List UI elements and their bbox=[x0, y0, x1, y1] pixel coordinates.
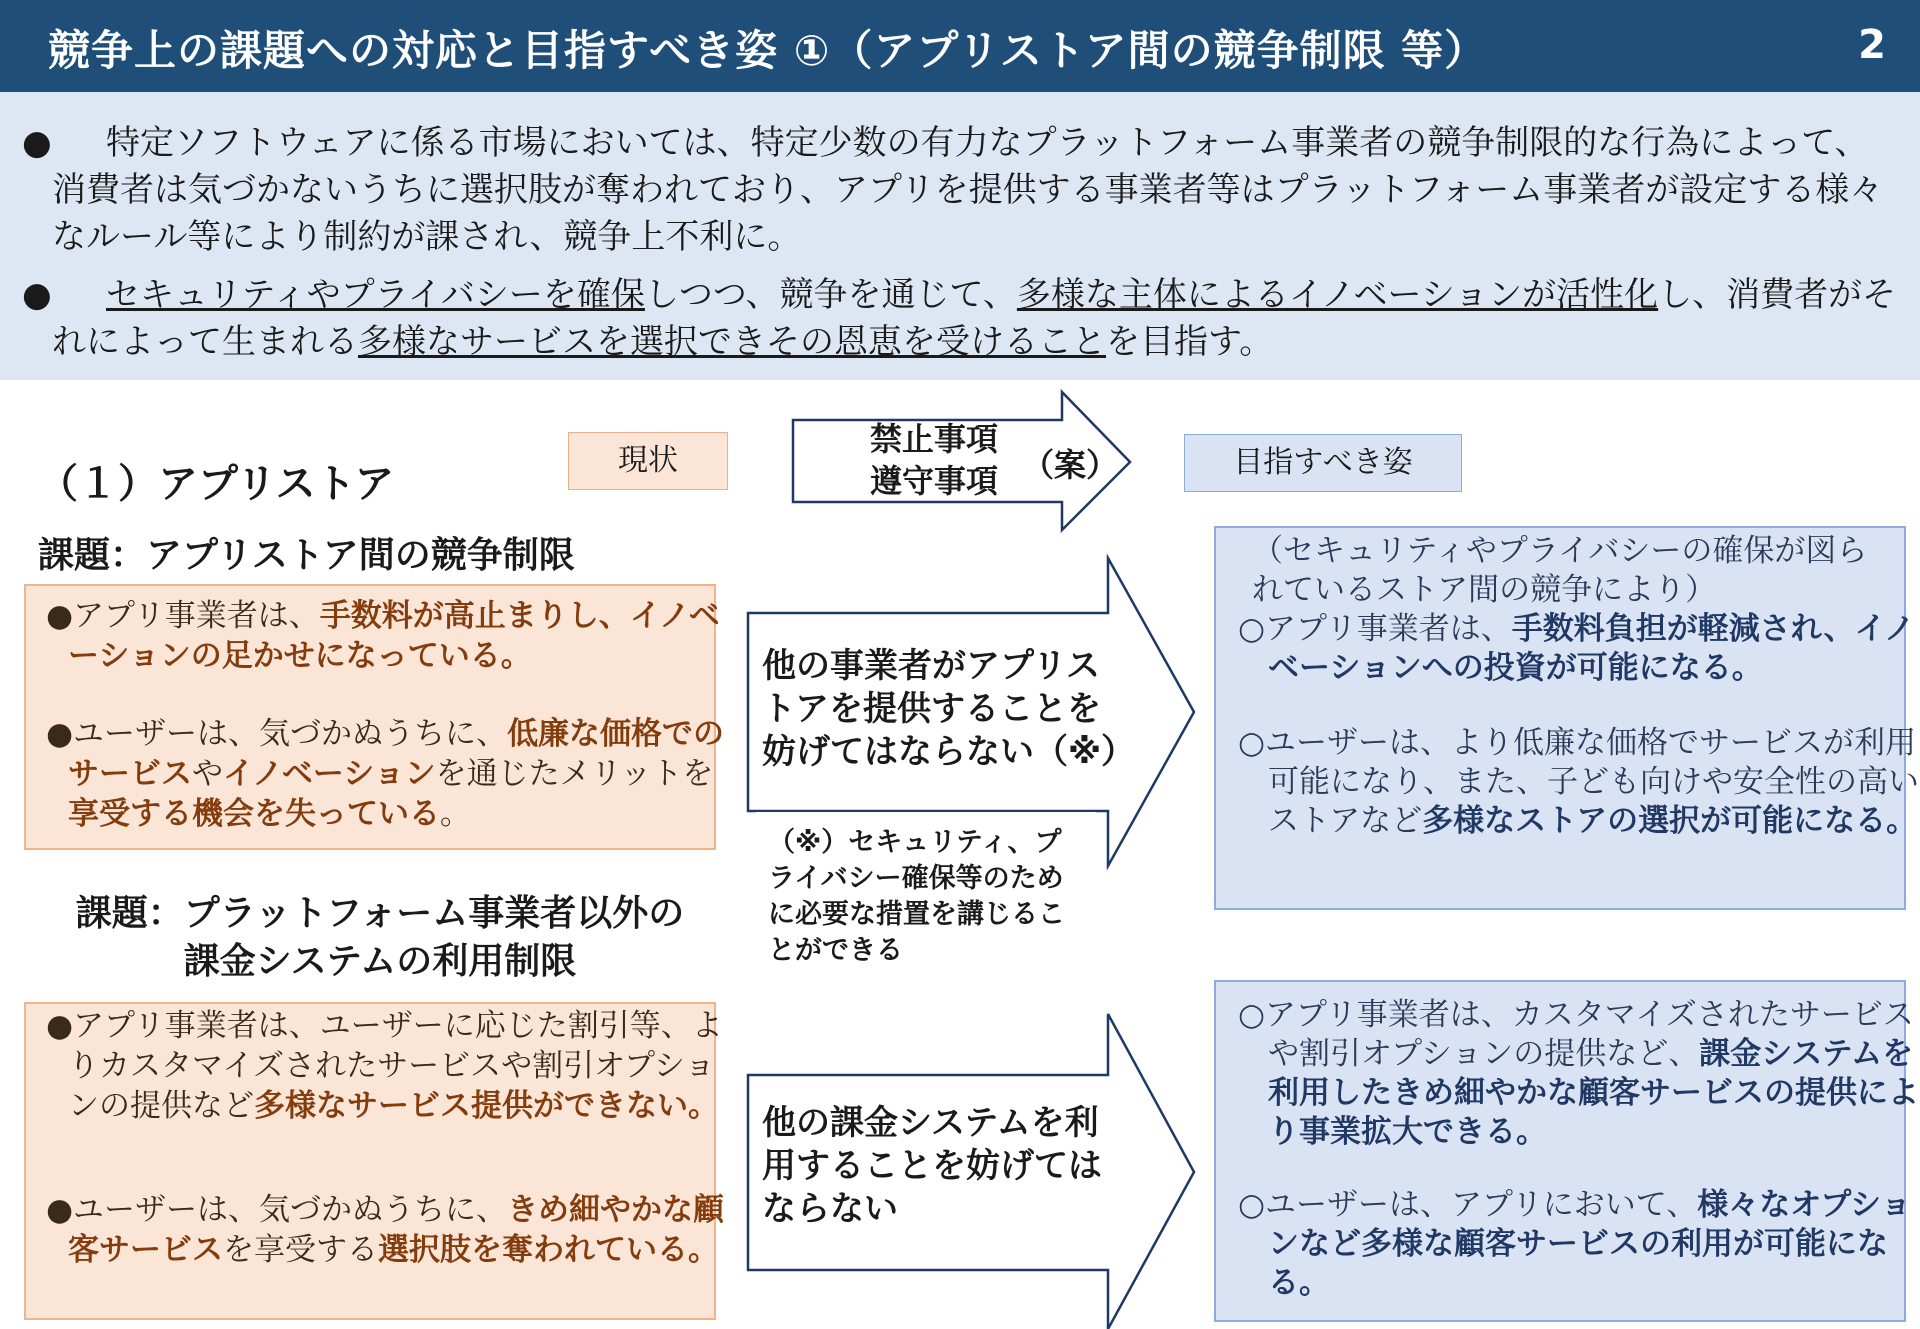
arrow-2-label: 他の課金システムを利用することを妨げてはならない bbox=[762, 1103, 1102, 1229]
highlight-text: 選択肢を奪われている。 bbox=[378, 1232, 719, 1268]
issue-2-heading-line2: 課金システムの利用制限 bbox=[183, 941, 577, 982]
plain-text: ○ユーザーは、アプリにおいて、 bbox=[1238, 1187, 1698, 1223]
arrow-note: （※）セキュリティ、プライバシー確保等のために必要な措置を講じることができる bbox=[768, 827, 1065, 966]
tag-current: 現状 bbox=[568, 432, 728, 490]
plain-text: を目指す。 bbox=[1106, 322, 1274, 362]
arrow-1-label: 他の事業者がアプリストアを提供することを妨げてはならない（※） bbox=[762, 646, 1136, 772]
plain-text: し、消費者がそれによって生まれる bbox=[52, 275, 1897, 362]
plain-text: ○アプリ事業者は、 bbox=[1238, 611, 1512, 647]
issue-2-item bbox=[46, 1190, 728, 1270]
issue-2-box bbox=[24, 1002, 725, 1320]
goal-1-box bbox=[1214, 526, 1919, 910]
plain-text: や bbox=[192, 756, 223, 792]
section-title: （１）アプリストア bbox=[38, 461, 395, 507]
plain-text: を通じたメリットを bbox=[435, 756, 714, 792]
underlined-text: セキュリティやプライバシーを確保 bbox=[106, 275, 645, 315]
issue-1-box bbox=[24, 584, 725, 850]
goal-1-intro: （セキュリティやプライバシーの確保が図られているストア間の競争により） bbox=[1252, 533, 1868, 608]
underlined-text: 多様な主体によるイノベーションが活性化 bbox=[1016, 275, 1659, 315]
highlight-text: 課金システムを利用したきめ細やかな顧客サービスの提供により事業拡大できる。 bbox=[1268, 1036, 1919, 1150]
top-arrow-suffix: （案） bbox=[1022, 446, 1119, 484]
issue-1-item bbox=[46, 714, 728, 834]
plain-text: を享受する bbox=[223, 1232, 378, 1268]
intro-bullet-text: 特定ソフトウェアに係る市場においては、特定少数の有力なプラットフォーム事業者の競争制限的な行為によって、消費者は気づかないうちに選択肢が奪われており、アプリを提供する事業者等はプラットフォーム事業者が設定する様々なルール等により制約が課され、競争上不利に。 bbox=[52, 123, 1884, 257]
plain-text: ●アプリ事業者は、ユーザーに応じた割引等、よりカスタマイズされたサービスや割引オプションの提供など bbox=[46, 1008, 723, 1124]
page-title: 競争上の課題への対応と目指すべき姿 ①（アプリストア間の競争制限 等） bbox=[48, 26, 1488, 75]
issue-2-heading bbox=[40, 890, 720, 986]
goal-2-item bbox=[1238, 996, 1920, 1152]
highlight-text: 多様なストアの選択が可能になる。 bbox=[1422, 803, 1918, 839]
plain-text: ●ユーザーは、気づかぬうちに、 bbox=[46, 716, 508, 752]
issue-1-heading: 課題：アプリストア間の競争制限 bbox=[38, 535, 575, 576]
bullet-icon: ● bbox=[22, 123, 52, 163]
issue-1-item bbox=[46, 596, 728, 676]
goal-2-box bbox=[1214, 980, 1919, 1322]
plain-text: ○アプリ事業者は、カスタマイズされたサービスや割引オプションの提供など、 bbox=[1238, 997, 1914, 1072]
issue-2-heading-line1: 課題：プラットフォーム事業者以外の bbox=[75, 893, 685, 934]
goal-1-item bbox=[1238, 724, 1920, 841]
tag-goal: 目指すべき姿 bbox=[1184, 434, 1462, 492]
issue-2-item bbox=[46, 1006, 728, 1126]
plain-text: しつつ、競争を通じて、 bbox=[644, 275, 1017, 315]
highlight-text: 多様なサービス提供ができない。 bbox=[254, 1088, 719, 1124]
bullet-icon: ● bbox=[22, 275, 52, 315]
page-number: 2 bbox=[1858, 22, 1886, 68]
goal-2-item bbox=[1238, 1186, 1920, 1303]
highlight-text: 手数料負担が軽減され、イノベーションへの投資が可能になる。 bbox=[1268, 611, 1915, 686]
top-arrow-label bbox=[870, 418, 998, 502]
highlight-text: きめ細やかな顧客サービス bbox=[68, 1192, 725, 1268]
top-arrow-line1: 禁止事項 bbox=[870, 420, 999, 458]
plain-text: ○ユーザーは、より低廉な価格でサービスが利用可能になり、また、子ども向けや安全性の高いストアなど bbox=[1238, 725, 1919, 839]
highlight-text: 低廉な価格でのサービス bbox=[68, 716, 725, 792]
plain-text: ●ユーザーは、気づかぬうちに、 bbox=[46, 1192, 508, 1228]
highlight-text: イノベーション bbox=[223, 756, 436, 792]
underlined-text: 多様なサービスを選択できその恩恵を受けること bbox=[358, 322, 1106, 362]
highlight-text: 様々なオプションなど多様な顧客サービスの利用が可能になる。 bbox=[1268, 1187, 1912, 1301]
goal-1-item bbox=[1238, 610, 1920, 688]
top-arrow-line2: 遵守事項 bbox=[870, 462, 999, 500]
highlight-text: 手数料が高止まりし、イノベーションの足かせになっている。 bbox=[68, 598, 720, 674]
plain-text: 。 bbox=[440, 796, 471, 832]
plain-text: ●アプリ事業者は、 bbox=[46, 598, 320, 634]
highlight-text: 享受する機会を失っている bbox=[68, 796, 440, 832]
